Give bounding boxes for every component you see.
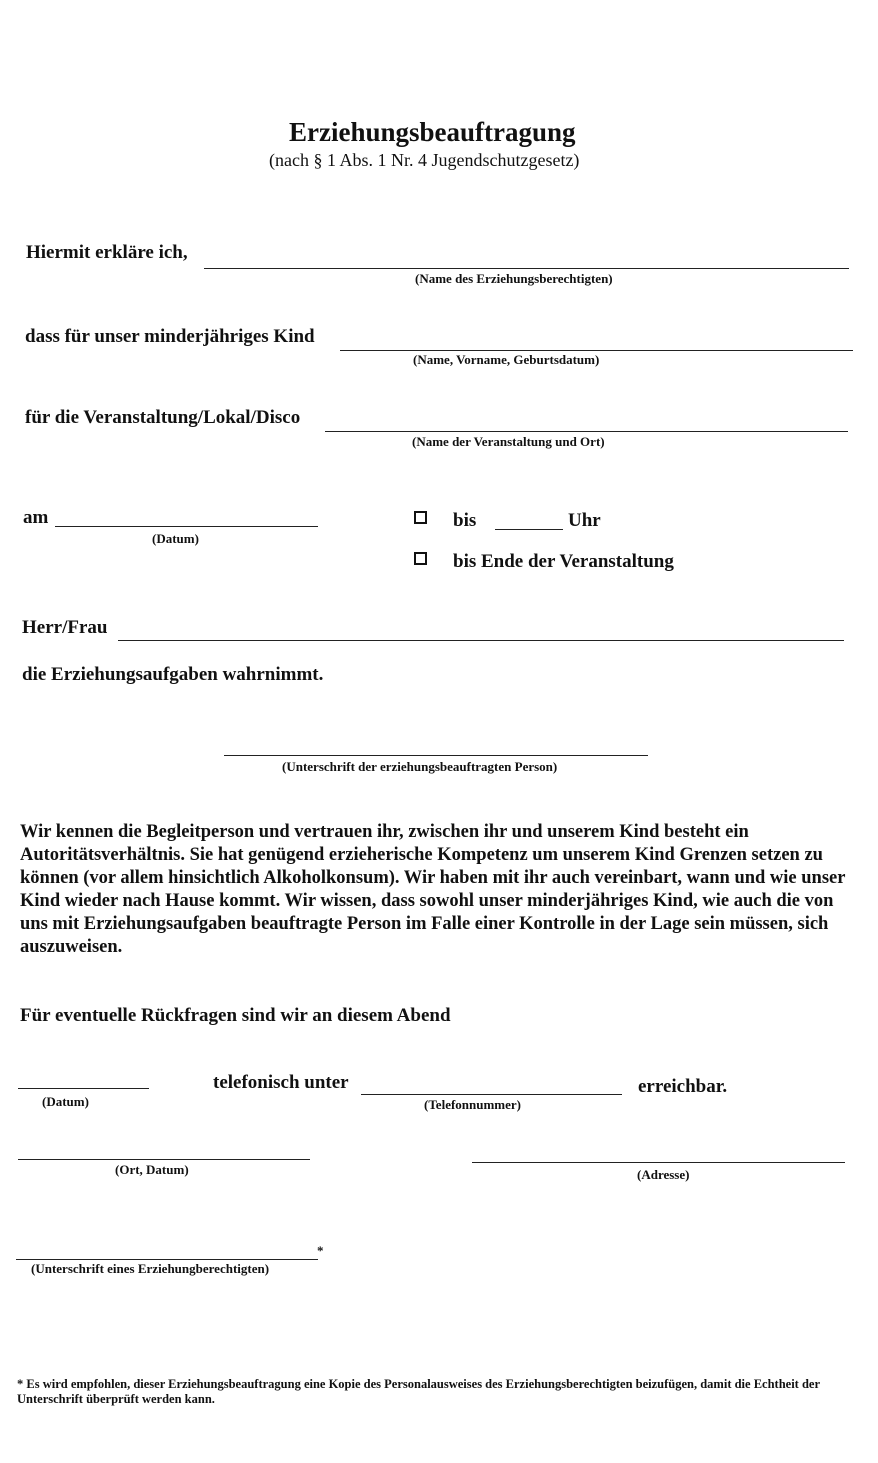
phone-label: telefonisch unter	[213, 1072, 349, 1093]
parent-name-hint: (Name des Erziehungsberechtigten)	[415, 271, 613, 286]
child-hint: (Name, Vorname, Geburtsdatum)	[413, 352, 600, 367]
until-time-checkbox[interactable]	[414, 511, 427, 524]
contact-date-hint: (Datum)	[42, 1094, 89, 1109]
guardian-signature-field[interactable]	[224, 755, 648, 756]
until-end-checkbox[interactable]	[414, 552, 427, 565]
phone-hint: (Telefonnummer)	[424, 1097, 522, 1112]
phone-field[interactable]	[361, 1094, 622, 1095]
duties-text: die Erziehungsaufgaben wahrnimmt.	[22, 664, 324, 685]
until-suffix-label: Uhr	[568, 510, 601, 531]
event-label: für die Veranstaltung/Lokal/Disco	[25, 407, 301, 428]
guardian-label: Herr/Frau	[22, 617, 108, 638]
event-field[interactable]	[325, 431, 848, 432]
child-label: dass für unser minderjähriges Kind	[25, 326, 315, 347]
address-hint: (Adresse)	[637, 1167, 690, 1182]
address-field[interactable]	[472, 1162, 845, 1163]
signature-asterisk: *	[317, 1243, 324, 1258]
document-subtitle: (nach § 1 Abs. 1 Nr. 4 Jugendschutzgesetz)	[269, 150, 580, 170]
guardian-signature-hint: (Unterschrift der erziehungsbeauftragten Person)	[282, 759, 558, 774]
contact-intro: Für eventuelle Rückfragen sind wir an diesem Abend	[20, 1005, 451, 1026]
document-title: Erziehungsbeauftragung	[289, 117, 576, 147]
date-hint: (Datum)	[152, 531, 199, 546]
reachable-text: erreichbar.	[638, 1076, 728, 1097]
trust-paragraph: Wir kennen die Begleitperson und vertrauen ihr, zwischen ihr und unserem Kind besteht ein Autoritätsverhältnis. Sie hat genügend erzieherische Kompetenz um unserem Kind Grenzen setzen zu können (vor allem hinsichtlich Alkoholkonsum). Wir haben mit ihr auch vereinbart, wann und wie unser Kind wieder nach Hause kommt. Wir wissen, dass sowohl unser minderjähriges Kind, wie auch die von uns mit Erziehungsaufgaben beauftragte Person im Falle einer Kontrolle in der Lage sein müssen, sich auszuweisen.	[20, 822, 846, 957]
declaration-label: Hiermit erkläre ich,	[26, 242, 188, 263]
place-date-field[interactable]	[18, 1159, 310, 1160]
parent-signature-hint: (Unterschrift eines Erziehungberechtigten)	[31, 1261, 270, 1276]
date-field[interactable]	[55, 526, 318, 527]
parent-name-field[interactable]	[204, 268, 849, 269]
contact-date-field[interactable]	[18, 1088, 149, 1089]
until-time-field[interactable]	[495, 529, 563, 530]
footnote: * Es wird empfohlen, dieser Erziehungsbeauftragung eine Kopie des Personalausweises des Erziehungsberechtigten beizufügen, damit die Echtheit der Unterschrift überprüft werden kann.	[17, 1377, 820, 1406]
event-hint: (Name der Veranstaltung und Ort)	[412, 434, 605, 449]
child-field[interactable]	[340, 350, 853, 351]
until-prefix-label: bis	[453, 510, 477, 531]
until-end-label: bis Ende der Veranstaltung	[453, 551, 674, 572]
guardian-field[interactable]	[118, 640, 844, 641]
parent-signature-field[interactable]	[16, 1259, 318, 1260]
place-date-hint: (Ort, Datum)	[115, 1162, 189, 1177]
date-label: am	[23, 507, 49, 528]
